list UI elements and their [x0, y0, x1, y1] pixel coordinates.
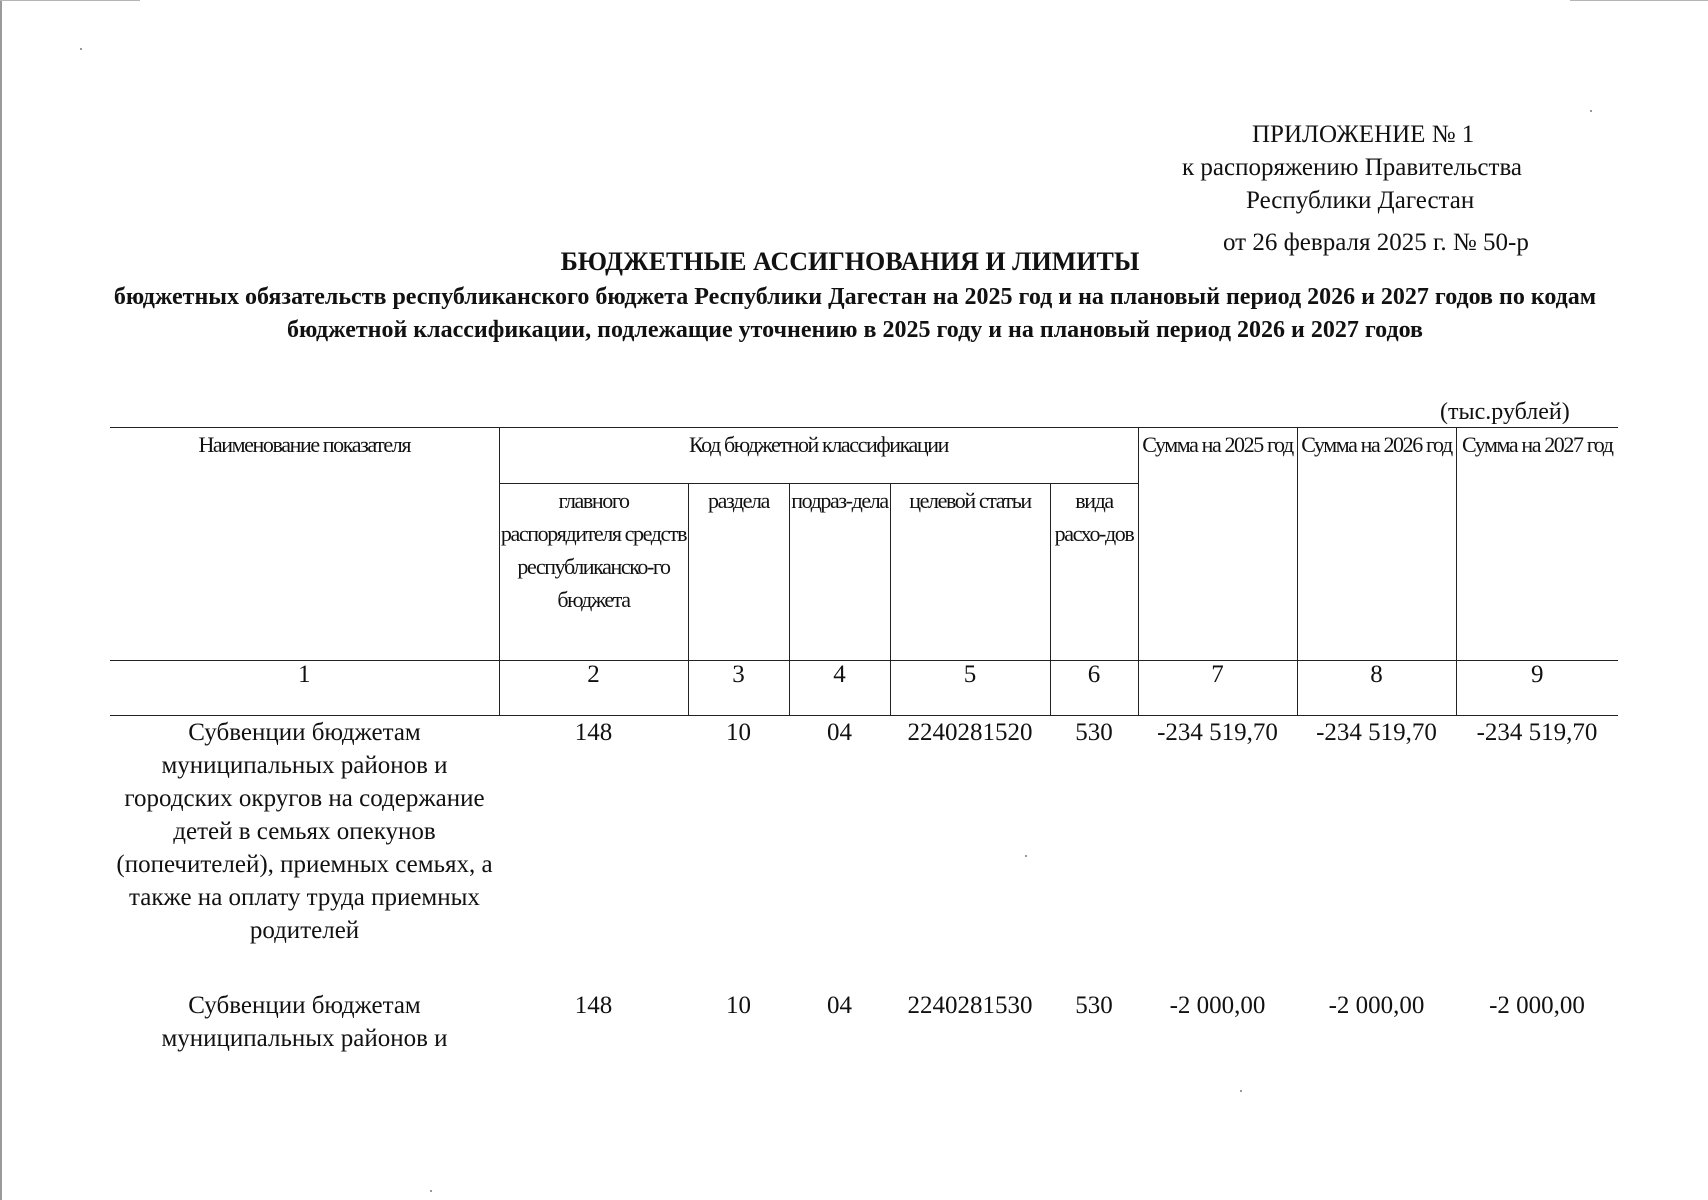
units-label: (тыс.рублей) — [1440, 399, 1570, 425]
cell-sum-2025: -2 000,00 — [1169, 992, 1266, 1019]
header-subsection: подраз-дела — [789, 484, 890, 661]
cell-expense: 530 — [1075, 992, 1113, 1019]
appendix-number: ПРИЛОЖЕНИЕ № 1 — [1252, 121, 1475, 148]
header-code-group: Код бюджетной классификации — [499, 428, 1138, 484]
scan-speck — [80, 48, 82, 50]
header-manager: главного распорядителя средств республиканско-го бюджета — [499, 484, 688, 661]
cell-sum-2026: -2 000,00 — [1328, 992, 1425, 1019]
scan-speck — [1590, 110, 1592, 112]
document-title: БЮДЖЕТНЫЕ АССИГНОВАНИЯ И ЛИМИТЫ — [560, 247, 1140, 276]
row-name: Субвенции бюджетам муниципальных районов и — [161, 992, 448, 1052]
cell-sum-2025: -234 519,70 — [1157, 719, 1278, 746]
cell-expense: 530 — [1075, 719, 1113, 746]
column-number: 2 — [499, 661, 688, 716]
scan-speck — [1240, 1090, 1242, 1092]
scan-speck — [430, 1190, 432, 1192]
row-name: Субвенции бюджетам муниципальных районов и городских округов на содержание детей в семьях опекунов (попечителей), приемных семьях, а также на оплату труда приемных родителей — [116, 719, 493, 944]
appendix-block — [1170, 118, 1570, 259]
column-number: 1 — [110, 661, 499, 716]
cell-target: 2240281530 — [907, 992, 1033, 1019]
cell-manager: 148 — [574, 719, 613, 746]
header-sum-2026: Сумма на 2026 год — [1297, 428, 1456, 661]
cell-section: 10 — [726, 992, 751, 1019]
header-name: Наименование показателя — [110, 428, 499, 661]
column-number: 6 — [1050, 661, 1138, 716]
cell-sum-2026: -234 519,70 — [1316, 719, 1437, 746]
budget-table — [110, 427, 1618, 1055]
document-subtitle: бюджетных обязательств республиканского бюджета Республики Дагестан на 2025 год и на плановый период 2026 и 2027 годов по кодам бюджетной классификации, подлежащие уточнению в 2025 году и на плановый период 2026 и 2027 годов — [113, 284, 1597, 343]
scan-edge — [0, 0, 2, 1200]
cell-subsection: 04 — [827, 992, 852, 1019]
scan-edge — [1570, 0, 1708, 1]
cell-subsection: 04 — [827, 719, 852, 746]
scan-edge — [0, 0, 140, 1]
table-row — [110, 716, 1618, 990]
header-expense: вида расхо-дов — [1050, 484, 1138, 661]
column-number: 5 — [890, 661, 1050, 716]
cell-sum-2027: -234 519,70 — [1476, 719, 1598, 746]
appendix-region: Республики Дагестан — [1246, 187, 1475, 214]
header-section: раздела — [688, 484, 789, 661]
column-number: 9 — [1456, 661, 1618, 716]
cell-section: 10 — [726, 719, 751, 746]
column-number: 3 — [688, 661, 789, 716]
column-number: 4 — [789, 661, 890, 716]
cell-manager: 148 — [574, 992, 613, 1019]
header-target: целевой статьи — [890, 484, 1050, 661]
appendix-date: от 26 февраля 2025 г. № 50-р — [1223, 229, 1529, 256]
header-sum-2025: Сумма на 2025 год — [1138, 428, 1297, 661]
table-row — [110, 989, 1618, 1055]
column-number: 7 — [1138, 661, 1297, 716]
cell-target: 2240281520 — [907, 719, 1033, 746]
column-number: 8 — [1297, 661, 1456, 716]
appendix-reference: к распоряжению Правительства — [1182, 154, 1523, 181]
cell-sum-2027: -2 000,00 — [1489, 992, 1585, 1019]
header-sum-2027: Сумма на 2027 год — [1456, 428, 1618, 661]
